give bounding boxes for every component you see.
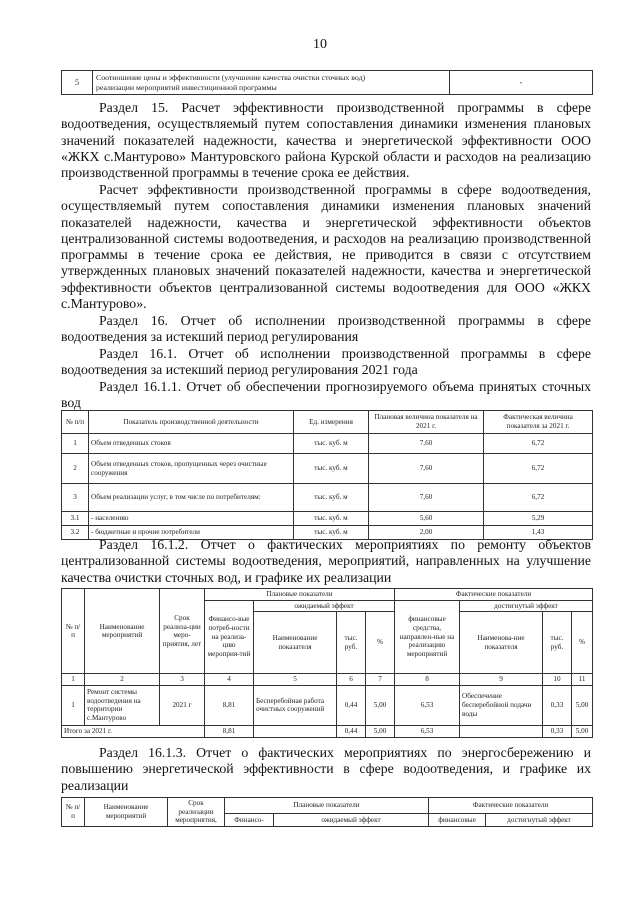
volume-row-name: - бюджетные и прочие потребители <box>89 526 294 540</box>
repair-row-num: 1 <box>62 685 85 725</box>
repair-colnum: 11 <box>572 674 593 686</box>
volume-row-name: Объем отведенных стоков <box>89 434 294 454</box>
table-row <box>62 512 593 526</box>
repair-total-empty <box>254 725 337 737</box>
repair-header-ach-pct: % <box>572 612 593 674</box>
volume-row-num: 3 <box>62 484 89 512</box>
energy-header-fact: Фактические показатели <box>429 798 593 814</box>
repair-colnum: 6 <box>337 674 366 686</box>
repair-total-exp-trub: 0,44 <box>337 725 366 737</box>
volume-header-num: № п/п <box>62 411 89 434</box>
repair-row-exp-pct: 5,00 <box>366 685 395 725</box>
repair-row-ach-trub: 0,33 <box>543 685 572 725</box>
energy-header-term: Срок реализации мероприятия, <box>168 798 225 827</box>
table-row <box>62 725 593 737</box>
paragraph-efficiency-note: Расчет эффективности производственной программы в сфере водоотведения, осуществляемый путем сопоставления динамики изменения плановых значений показателей надежности, качества и энергетической эффективности объектов централизованной системы водоотведения, и расходов на реализацию производственной программы в течение срока ее действия, не приводится в связи с отсутствием утвержденных плановых значений показателей надежности, качества и энергетической эффективности объектов централизованной системы водоотведения для ООО «ЖКХ с.Мантурово». <box>61 182 591 312</box>
volume-header-fact: Фактическая величина показателя за 2021 г. <box>484 411 593 434</box>
energy-header-num: № п/п <box>62 798 85 827</box>
volume-row-fact: 6,72 <box>484 484 593 512</box>
repair-colnum: 1 <box>62 674 85 686</box>
repair-colnum: 7 <box>366 674 395 686</box>
repair-total-fin-fact: 6,53 <box>395 725 460 737</box>
volume-row-unit: тыс. куб. м <box>294 484 369 512</box>
repair-header-fin-plan: Финансо-вые потреб-ности на реализа-цию мероприя-тий <box>205 600 254 674</box>
volume-row-name: Объем реализации услуг, в том числе по потребителям: <box>89 484 294 512</box>
energy-header-fin-plan: Финансо- <box>225 813 274 826</box>
energy-header-plan: Плановые показатели <box>225 798 429 814</box>
repair-row-name: Ремонт системы водоотведения на территории с.Мантурово <box>85 685 160 725</box>
volume-row-unit: тыс. куб. м <box>294 454 369 484</box>
volume-row-fact: 6,72 <box>484 454 593 484</box>
volume-row-plan: 7,60 <box>369 454 484 484</box>
repair-total-exp-pct: 5,00 <box>366 725 395 737</box>
table-row <box>62 434 593 454</box>
volume-row-fact: 6,72 <box>484 434 593 454</box>
volume-row-plan: 7,60 <box>369 484 484 512</box>
volume-header-plan: Плановая величина показателя на 2021 г. <box>369 411 484 434</box>
repair-header-name: Наименование мероприятий <box>85 589 160 674</box>
repair-colnum: 3 <box>160 674 205 686</box>
repair-row-term: 2021 г <box>160 685 205 725</box>
top-table <box>61 70 593 95</box>
repair-colnum: 9 <box>460 674 543 686</box>
repair-header-fin-fact: финансовые средства, направлен-ные на реализацию мероприятий <box>395 600 460 674</box>
repair-header-ach-trub: тыс. руб. <box>543 612 572 674</box>
top-table-text-line1: Соотношение цены и эффективности (улучшение качества очистки сточных вод) <box>96 73 366 83</box>
volume-header-indicator: Показатель производственной деятельности <box>89 411 294 434</box>
repair-header-plan: Плановые показатели <box>205 589 395 601</box>
top-table-text-line2: реализации мероприятий инвестиционной программы <box>96 82 277 92</box>
repair-header-exp-trub: тыс. руб. <box>337 612 366 674</box>
repair-header-num: № п/п <box>62 589 85 674</box>
repair-header-exp-pct: % <box>366 612 395 674</box>
repair-header-fact: Фактические показатели <box>395 589 593 601</box>
table-row <box>62 484 593 512</box>
repair-row-fin: 8,81 <box>205 685 254 725</box>
energy-table <box>61 797 593 827</box>
repair-row-ach-name: Обеспечение бесперебойной подачи воды <box>460 685 543 725</box>
paragraph-section-16-1-3: Раздел 16.1.3. Отчет о фактических мероприятиях по энергосбережению и повышению энергетической эффективности в сфере водоотведения, и графике их реализации <box>61 745 591 793</box>
energy-header-fin-fact: финансовые <box>429 813 486 826</box>
volume-row-fact: 5,29 <box>484 512 593 526</box>
paragraph-section-16-1-1: Раздел 16.1.1. Отчет об обеспечении прогнозируемого объема принятых сточных вод <box>61 379 591 411</box>
volume-row-num: 2 <box>62 454 89 484</box>
top-table-num: 5 <box>62 71 93 95</box>
repair-header-term: Срок реализа-ции меро-приятия, лет <box>160 589 205 674</box>
repair-total-ach-pct: 5,00 <box>572 725 593 737</box>
top-table-text <box>93 71 450 95</box>
volume-header-unit: Ед. измерения <box>294 411 369 434</box>
repair-colnum: 8 <box>395 674 460 686</box>
volume-row-num: 3.1 <box>62 512 89 526</box>
volume-row-unit: тыс. куб. м <box>294 512 369 526</box>
repair-row-ach-pct: 5,00 <box>572 685 593 725</box>
volume-row-name: - населению <box>89 512 294 526</box>
volume-row-unit: тыс. куб. м <box>294 526 369 540</box>
repair-colnum: 10 <box>543 674 572 686</box>
repair-total-label: Итого за 2021 г. <box>62 725 205 737</box>
page-number: 10 <box>313 37 327 52</box>
paragraph-section-16-1-2: Раздел 16.1.2. Отчет о фактических мероприятиях по ремонту объектов централизованной системы водоотведения, мероприятий, направленных на улучшение качества очистки сточных вод, и графике их реализации <box>61 537 591 585</box>
energy-header-achieved: достигнутый эффект <box>486 813 593 826</box>
repair-row-exp-name: Бесперебойная работа очистных сооружений <box>254 685 337 725</box>
volume-table <box>61 410 593 540</box>
table-row <box>62 674 593 686</box>
repair-row-fin-fact: 6,53 <box>395 685 460 725</box>
repair-table <box>61 588 593 738</box>
repair-header-exp-indicator: Наименование показателя <box>254 612 337 674</box>
repair-total-empty <box>460 725 543 737</box>
repair-header-expected: ожидаемый эффект <box>254 600 395 612</box>
volume-row-fact: 1,43 <box>484 526 593 540</box>
repair-colnum: 2 <box>85 674 160 686</box>
repair-header-ach-indicator: Наименова-ние показателя <box>460 612 543 674</box>
repair-header-achieved: достигнутый эффект <box>460 600 593 612</box>
energy-header-expected: ожидаемый эффект <box>274 813 429 826</box>
table-row <box>62 454 593 484</box>
volume-row-plan: 2,00 <box>369 526 484 540</box>
volume-row-plan: 7,60 <box>369 434 484 454</box>
energy-header-name: Наименование мероприятий <box>85 798 168 827</box>
paragraph-section-15: Раздел 15. Расчет эффективности производственной программы в сфере водоотведения, осуществляемый путем сопоставления динамики изменения плановых значений показателей надежности, качества и энергетической эффективности ООО «ЖКХ с.Мантурово» Мантуровского района Курской области и расходов на реализацию производственной программы в течение срока ее действия. <box>61 100 591 181</box>
table-row <box>62 685 593 725</box>
repair-colnum: 4 <box>205 674 254 686</box>
paragraph-section-16-1: Раздел 16.1. Отчет об исполнении производственной программы в сфере водоотведения за истекший период регулирования 2021 года <box>61 346 591 378</box>
repair-colnum: 5 <box>254 674 337 686</box>
repair-row-exp-trub: 0,44 <box>337 685 366 725</box>
volume-row-name: Объем отведенных стоков, пропущенных через очистные сооружения <box>89 454 294 484</box>
volume-row-plan: 5,60 <box>369 512 484 526</box>
volume-row-unit: тыс. куб. м <box>294 434 369 454</box>
repair-total-ach-trub: 0,33 <box>543 725 572 737</box>
volume-row-num: 3.2 <box>62 526 89 540</box>
top-table-value: - <box>450 71 593 95</box>
paragraph-section-16: Раздел 16. Отчет об исполнении производственной программы в сфере водоотведения за истекший период регулирования <box>61 313 591 345</box>
volume-row-num: 1 <box>62 434 89 454</box>
repair-total-fin: 8,81 <box>205 725 254 737</box>
